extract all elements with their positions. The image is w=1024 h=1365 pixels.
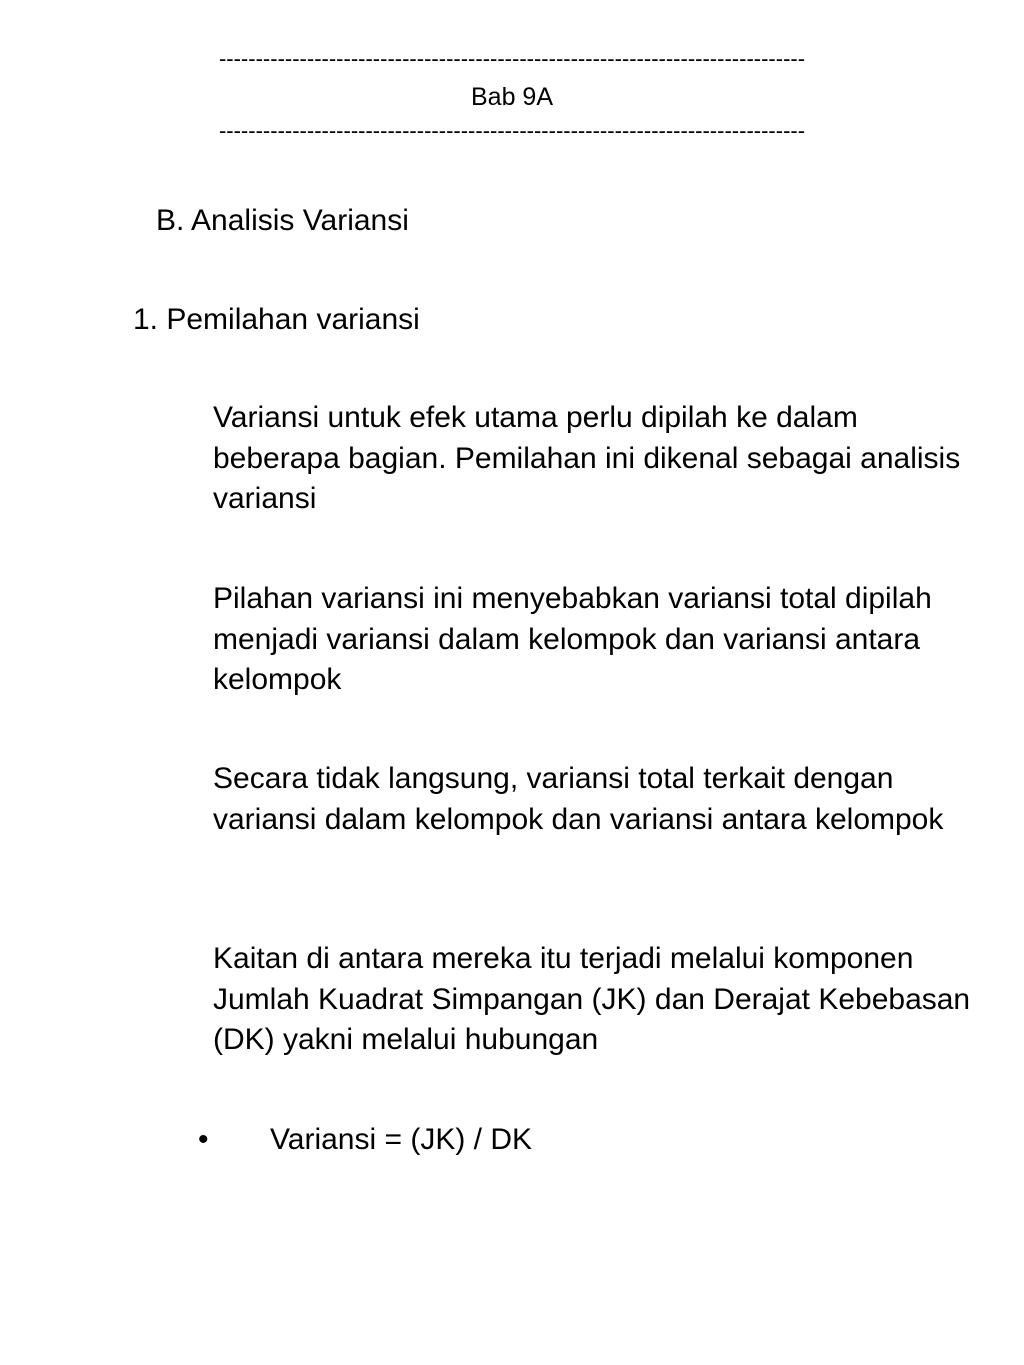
paragraph: Kaitan di antara mereka itu terjadi melalui komponen Jumlah Kuadrat Simpangan (JK) dan Derajat Kebebasan (DK) yakni melalui hubungan (213, 942, 971, 1056)
paragraph: Pilahan variansi ini menyebabkan variansi total dipilah menjadi variansi dalam kelompok dan variansi antara kelompok (213, 582, 932, 696)
formula-bullet-item (198, 1120, 532, 1160)
header-rule-bottom: -------------------------------------------------------------------------------- (218, 118, 806, 143)
subsection-heading: 1. Pemilahan variansi (133, 303, 420, 336)
bullet-icon: • (198, 1123, 209, 1156)
paragraph: Variansi untuk efek utama perlu dipilah ke dalam beberapa bagian. Pemilahan ini dikenal sebagai analisis variansi (213, 401, 961, 515)
section-heading: B. Analisis Variansi (156, 204, 409, 237)
formula-text: Variansi = (JK) / DK (270, 1123, 533, 1156)
header-rule-top: -------------------------------------------------------------------------------- (218, 46, 806, 71)
header-title: Bab 9A (470, 83, 553, 111)
paragraph: Secara tidak langsung, variansi total terkait dengan variansi dalam kelompok dan variansi antara kelompok (213, 762, 944, 836)
